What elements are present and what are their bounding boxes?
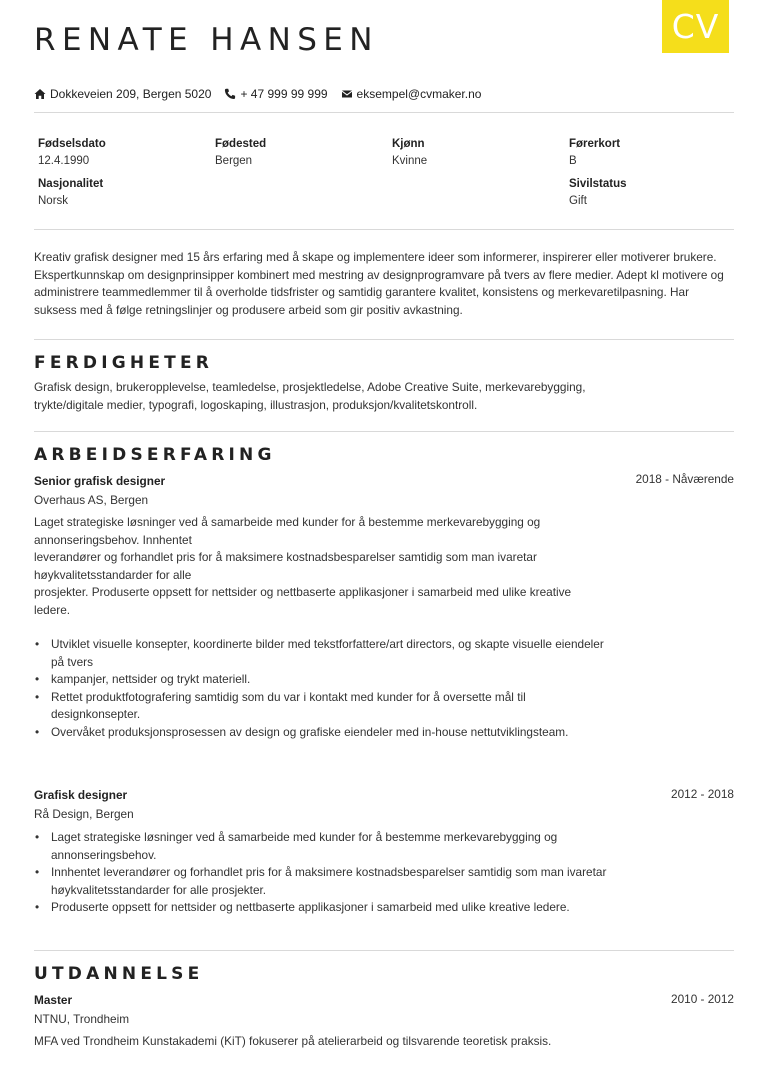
bullet-item — [34, 724, 634, 742]
education-heading: UTDANNELSE — [34, 964, 204, 984]
bullet-item — [34, 829, 634, 864]
cv-badge-text: CV — [671, 7, 720, 46]
address-text: Dokkeveien 209, Bergen 5020 — [50, 87, 212, 101]
bullet-line: designkonsepter. — [51, 707, 141, 721]
description-line: ledere. — [34, 602, 71, 617]
bullet-line: • Rettet produktfotografering samtidig som du var i kontakt med kunder for å oversette mål til — [51, 689, 526, 704]
bullet-line: • Laget strategiske løsninger ved å samarbeide med kunder for å bestemme merkevarebygging og — [51, 830, 558, 844]
job-bullets — [34, 829, 634, 917]
license-label: Førerkort — [569, 138, 621, 150]
marital-value: Gift — [569, 195, 587, 207]
cv-badge — [662, 0, 729, 53]
job-date: 2012 - 2018 — [671, 787, 734, 801]
bullet-line: • kampanjer, nettsider og trykt materiell. — [51, 672, 251, 686]
nationality-field — [38, 177, 103, 210]
bullet-item — [34, 636, 634, 671]
job-title: Grafisk designer — [34, 788, 128, 802]
bullet-item — [34, 671, 634, 689]
mail-icon — [341, 88, 353, 100]
bullet-line: høykvalitetsstandarder for alle prosjekter. — [51, 882, 267, 897]
school-name: NTNU, Trondheim — [34, 1012, 130, 1026]
job-description — [34, 514, 594, 619]
email-text: eksempel@cvmaker.no — [356, 87, 482, 101]
description-line: høykvalitetsstandarder for alle — [34, 567, 192, 582]
description-line: leverandører og forhandlet pris for å maksimere kostnadsbesparelser samtidig som man ivaretar — [34, 550, 537, 564]
license-value: B — [569, 155, 577, 167]
job-date: 2018 - Nåværende — [635, 472, 734, 486]
description-line: annonseringsbehov. Innhentet — [34, 532, 192, 547]
skills-text — [34, 379, 594, 414]
bullet-line: • Innhentet leverandører og forhandlet pris for å maksimere kostnadsbesparelser samtidig som man ivaretar — [51, 865, 607, 879]
contact-phone — [224, 87, 327, 101]
phone-text: + 47 999 99 999 — [240, 87, 328, 101]
bullet-line: • Overvåket produksjonsprosessen av design og grafiske eiendeler med in-house nettutviklingsteam. — [51, 724, 569, 739]
description-line: Laget strategiske løsninger ved å samarbeide med kunder for å bestemme merkevarebygging og — [34, 515, 541, 529]
bullet-item — [34, 864, 634, 899]
contact-address — [34, 87, 211, 101]
skills-heading: FERDIGHETER — [34, 353, 214, 373]
bullet-item — [34, 689, 634, 724]
birthplace-field — [215, 137, 266, 170]
marital-label: Sivilstatus — [569, 178, 627, 190]
birthdate-value: 12.4.1990 — [38, 155, 90, 167]
job-company: Rå Design, Bergen — [34, 807, 134, 821]
birthplace-value: Bergen — [215, 155, 253, 167]
nationality-label: Nasjonalitet — [38, 178, 104, 190]
license-field — [569, 137, 620, 170]
bullet-line: på tvers — [51, 654, 93, 669]
education-description: MFA ved Trondheim Kunstakademi (KiT) fokuserer på atelierarbeid og tilsvarende teoretisk praksis. — [34, 1034, 552, 1048]
personal-info — [38, 137, 738, 217]
nationality-value: Norsk — [38, 195, 69, 207]
contact-row — [34, 86, 494, 102]
degree-title: Master — [34, 993, 73, 1007]
marital-field — [569, 177, 627, 210]
job-company: Overhaus AS, Bergen — [34, 493, 149, 507]
divider — [34, 950, 734, 951]
person-name: RENATE HANSEN — [34, 22, 379, 58]
divider — [34, 431, 734, 432]
divider — [34, 112, 734, 113]
education-date: 2010 - 2012 — [671, 992, 734, 1006]
gender-label: Kjønn — [392, 138, 425, 150]
profile-summary: Kreativ grafisk designer med 15 års erfaring med å skape og implementere ideer som informerer, inspirerer eller motiverer brukere. Ekspertkunnskap om designprinsipper kombinert med mestring av designprogramvare på tvers av flere medier. Adept kl motivere og administrere teammedlemmer til å overholde tidsfrister og samtidig garantere kvalitet, konsistens og merkevaretilpasning. Har suksess med å følge retningslinjer og produsere arbeid som gir positiv avkastning. — [34, 250, 724, 317]
skills-line: trykte/digitale medier, typografi, logoskaping, illustrasjon, produksjon/kvalitetskontroll. — [34, 397, 478, 412]
description-line: prosjekter. Produserte oppsett for nettsider og nettbaserte applikasjoner i samarbeid med ulike kreative — [34, 585, 572, 599]
job-title: Senior grafisk designer — [34, 474, 166, 488]
divider — [34, 229, 734, 230]
bullet-line: • Utviklet visuelle konsepter, koordinerte bilder med tekstforfattere/art directors, og skapte visuelle eiendeler — [51, 637, 604, 651]
phone-icon — [224, 88, 236, 100]
skills-line: Grafisk design, brukeropplevelse, teamledelse, prosjektledelse, Adobe Creative Suite, merkevarebygging, — [34, 380, 586, 394]
birthdate-field — [38, 137, 106, 170]
birthplace-label: Fødested — [215, 138, 267, 150]
gender-value: Kvinne — [392, 155, 428, 167]
birthdate-label: Fødselsdato — [38, 138, 106, 150]
home-icon — [34, 88, 46, 100]
bullet-item — [34, 899, 634, 917]
contact-email — [341, 87, 482, 101]
experience-heading: ARBEIDSERFARING — [34, 445, 276, 465]
job-bullets — [34, 636, 634, 741]
gender-field — [392, 137, 427, 170]
divider — [34, 339, 734, 340]
bullet-line: • Produserte oppsett for nettsider og nettbaserte applikasjoner i samarbeid med ulike kreative ledere. — [51, 900, 570, 914]
bullet-line: annonseringsbehov. — [51, 847, 157, 862]
